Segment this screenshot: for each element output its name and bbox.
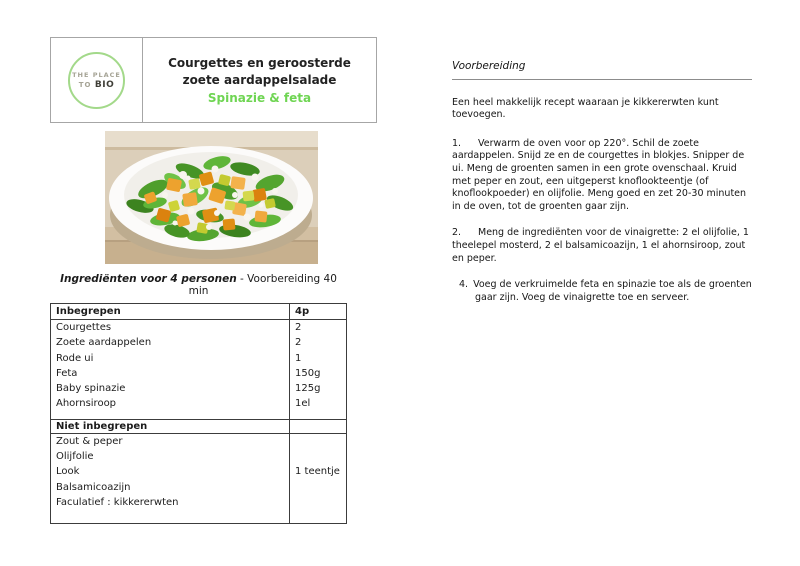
ingredient-name: Baby spinazie [56,383,126,395]
preparation-step-4 [452,279,752,304]
table-row [51,449,346,464]
table-row [51,381,346,396]
ingredients-caption [50,273,347,297]
preparation-step-1 [452,138,752,214]
salad-photo [105,131,318,264]
table-row [51,396,346,411]
table-row [51,464,346,479]
recipe-title: Courgettes en geroosterde zoete aardappelsalade [168,55,351,87]
caption-separator: - [236,273,248,285]
ingredient-qty: 1 teentje [295,466,340,478]
step-text: Voeg de verkruimelde feta en spinazie toe als de groenten gaar zijn. Voeg de vinaigrette toe en serveer. [473,279,752,303]
step-number: 2. [452,227,462,239]
table-spacer [51,412,346,419]
brand-name-bio: BIO [94,79,115,90]
preparation-step-2 [452,227,752,265]
table-row [51,480,346,495]
step-number: 1. [452,137,462,149]
ingredient-name: Balsamicoazijn [56,481,131,493]
ingredient-name: Zout & peper [56,435,123,447]
quantity-header: 4p [295,306,310,317]
brand-name-line1: THE PLACE [72,70,121,79]
ingredient-qty: 1el [295,398,311,410]
table-row [51,351,346,366]
prep-time-label: Voorbereiding 40 min [188,273,337,297]
ingredient-name: Zoete aardappelen [56,337,152,349]
table-row [51,335,346,350]
brand-logo-circle [68,52,125,109]
table-row [51,320,346,335]
preparation-section [452,60,752,318]
table-row [51,366,346,381]
ingredient-qty: 1 [295,352,302,364]
table-row [51,434,346,449]
ingredients-table [50,303,347,524]
table-row [51,495,346,510]
brand-logo [51,38,143,122]
ingredient-name: Courgettes [56,322,112,333]
title-cell [143,38,376,122]
ingredient-qty: 125g [295,383,321,395]
brand-name-line2 [79,80,115,90]
not-included-qty-header [289,420,346,433]
ingredient-name: Feta [56,367,78,379]
ingredient-qty [289,434,346,449]
ingredient-name: Ahornsiroop [56,398,117,410]
ingredient-qty: 2 [295,322,302,333]
ingredient-name: Look [56,466,80,478]
table-column-divider [289,304,290,523]
step-number: 4. [459,279,469,291]
ingredient-name: Rode ui [56,352,94,364]
ingredient-name: Olijfolie [56,451,94,463]
included-header-row [51,304,346,320]
preparation-heading: Voorbereiding [452,60,752,80]
step-text: Verwarm de oven voor op 220°. Schil de zoete aardappelen. Snijd ze en de courgettes in blokjes. Snipper de ui. Meng de groenten samen in een grote ovenschaal. Kruid met peper en zout, een uitgeperst knoflookteentje (of knoflookpoeder) en olijfolie. Meng goed en zet 20-30 minuten in de oven, tot de groenten gaar zijn. [452,137,747,212]
ingredient-qty [289,495,346,510]
ingredient-qty: 150g [295,367,321,379]
servings-label: Ingrediënten voor 4 personen [60,273,237,285]
recipe-header-box [50,37,377,123]
ingredient-name: Faculatief : kikkererwten [56,496,179,508]
step-text: Meng de ingrediënten voor de vinaigrette: 2 el olijfolie, 1 theelepel mosterd, 2 el balsamicoazijn, 1 el ahornsiroop, zout en peper. [452,227,749,264]
ingredient-qty [289,480,346,495]
not-included-header-row [51,419,346,434]
salad-photo-graphic [105,131,318,264]
included-header: Inbegrepen [56,306,121,317]
ingredient-qty: 2 [295,337,302,349]
ingredient-qty [289,449,346,464]
preparation-intro: Een heel makkelijk recept waaraan je kikkererwten kunt toevoegen. [452,96,719,121]
not-included-header: Niet inbegrepen [56,420,148,432]
brand-name-to: TO [78,80,92,89]
recipe-subtitle: Spinazie & feta [207,91,312,106]
